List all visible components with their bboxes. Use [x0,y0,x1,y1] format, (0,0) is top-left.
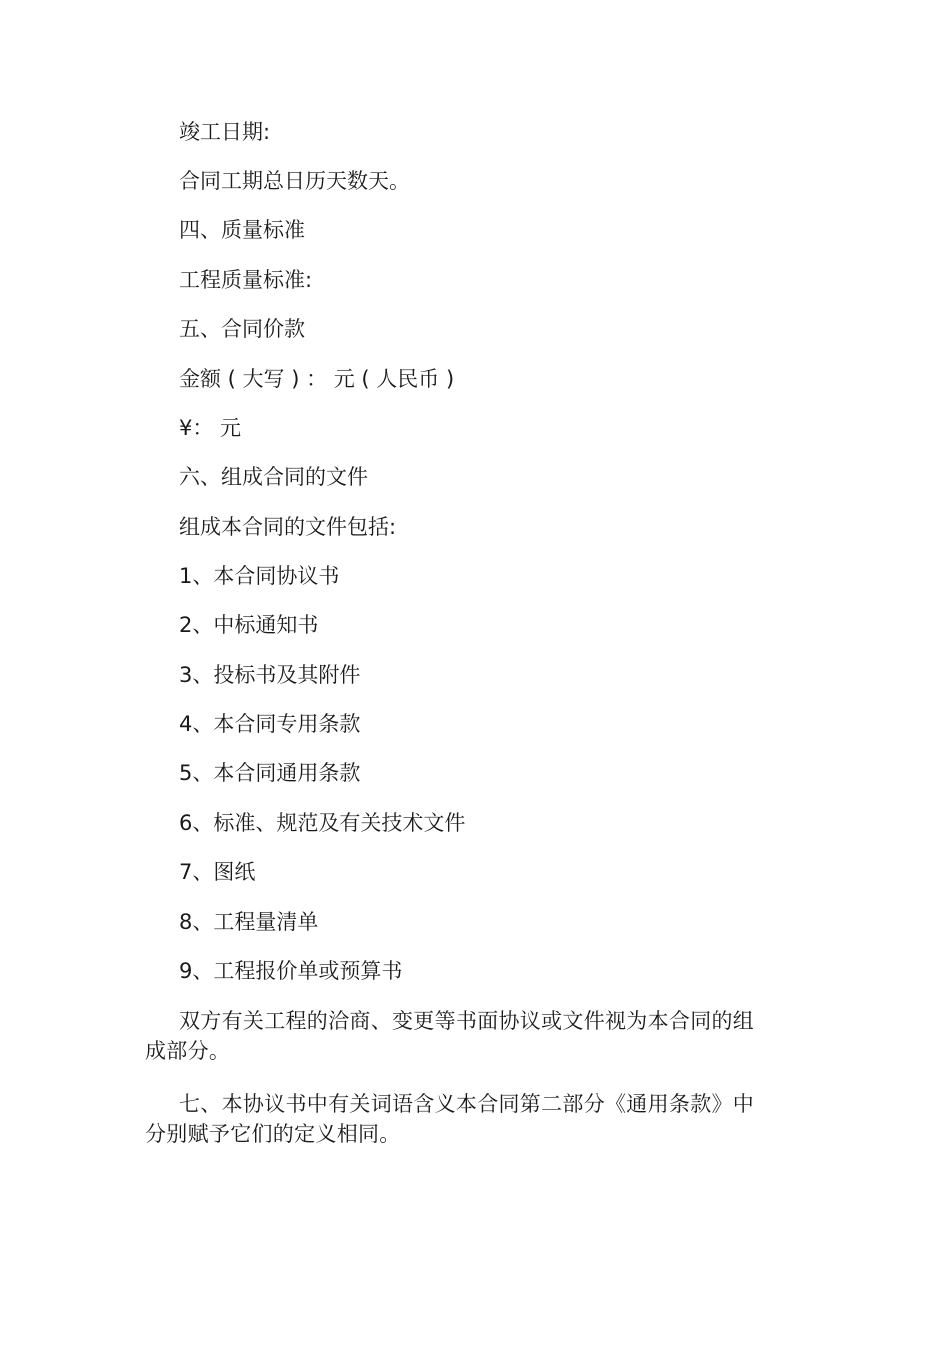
section-definitions-paragraph: 七、本协议书中有关词语含义本合同第二部分《通用条款》中分别赋予它们的定义相同。 [145,1092,755,1146]
list-item: 1、本合同协议书 [179,564,340,588]
quality-standard-line: 工程质量标准: [179,268,313,292]
completion-date-line: 竣工日期: [179,120,271,144]
section-quality-heading: 四、质量标准 [179,218,305,242]
list-item: 6、标准、规范及有关技术文件 [179,811,466,835]
list-item: 8、工程量清单 [179,910,319,934]
documents-intro-line: 组成本合同的文件包括: [179,515,397,539]
list-item: 5、本合同通用条款 [179,761,361,785]
amendments-paragraph: 双方有关工程的洽商、变更等书面协议或文件视为本合同的组成部分。 [145,1009,755,1063]
section-price-heading: 五、合同价款 [179,317,305,341]
list-item: 3、投标书及其附件 [179,663,361,687]
list-item: 2、中标通知书 [179,613,319,637]
list-item: 4、本合同专用条款 [179,712,361,736]
amount-yuan-line: ¥： 元 [179,416,242,440]
amount-words-line: 金额 ( 大写 ) ： 元 ( 人民币 ) [179,367,455,391]
list-item: 7、图纸 [179,860,256,884]
contract-period-line: 合同工期总日历天数天。 [179,169,410,193]
list-item: 9、工程报价单或预算书 [179,959,403,983]
section-documents-heading: 六、组成合同的文件 [179,465,368,489]
